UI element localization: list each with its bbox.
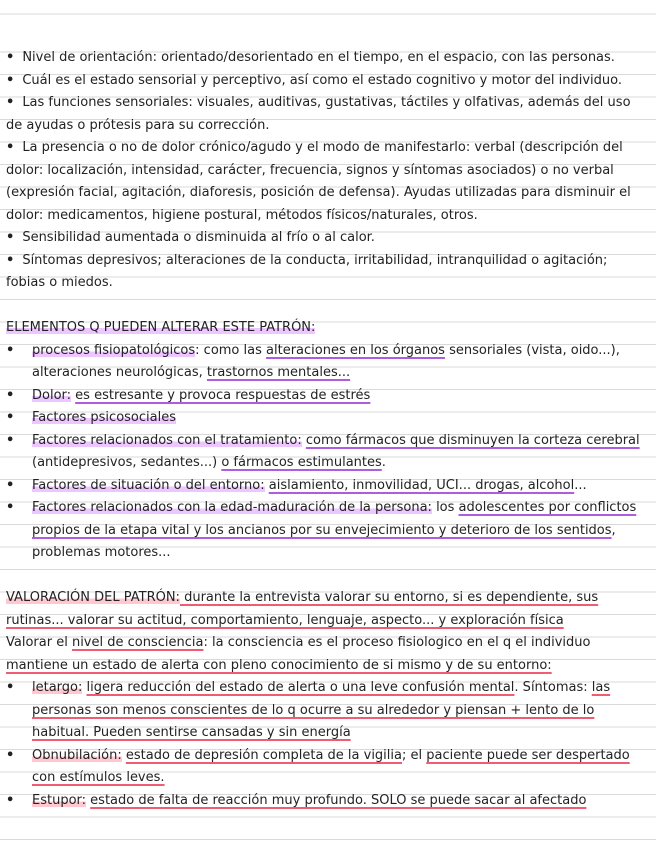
elementos-item	[6, 497, 650, 565]
intro-bullet: • Las funciones sensoriales: visuales, auditivas, gustativas, táctiles y olfativas, además del uso de ayudas o prótesis para su corrección.	[6, 92, 650, 137]
valoracion-paragraph	[6, 587, 650, 632]
valoracion-heading: VALORACIÓN DEL PATRÓN:	[6, 590, 180, 605]
intro-bullet: • Cuál es el estado sensorial y perceptivo, así como el estado cognitivo y motor del individuo.	[6, 70, 650, 93]
consciencia-list	[6, 677, 650, 812]
item-text: ...	[574, 477, 587, 493]
consciencia-lead: Valorar el	[6, 635, 72, 650]
item-term: Factores de situación o del entorno:	[32, 477, 265, 493]
valoracion-intro: durante la entrevista valorar su entorno, si es dependiente, sus rutinas... valorar su actitud, comportamiento, lenguaje, aspecto... y exploración física	[6, 590, 599, 628]
elementos-heading-text: ELEMENTOS Q PUEDEN ALTERAR ESTE PATRÓN:	[6, 320, 316, 335]
consciencia-paragraph	[6, 632, 650, 677]
item-text: ; el	[402, 747, 427, 763]
item-text: .	[381, 455, 386, 470]
item-underlined: estado de depresión completa de la vigilia	[125, 747, 402, 763]
elementos-item	[6, 385, 650, 408]
consciencia-term: nivel de consciencia	[71, 635, 204, 650]
consciencia-item-term: letargo:	[32, 680, 83, 695]
elementos-heading	[6, 317, 650, 340]
item-underlined: adolescentes por conflictos propios de la etapa vital y los ancianos por su envejecimiento y deterioro de los sentidos	[32, 500, 637, 538]
item-underlined: paciente puede ser despertado con estímulos leves.	[32, 747, 630, 785]
item-underlined: aislamiento, inmovilidad, UCI... drogas, alcohol	[268, 477, 575, 493]
item-underlined: ligera reducción del estado de alerta o una leve confusión mental	[86, 680, 515, 695]
item-text: sensoriales (vista, oido...), alteraciones neurológicas,	[32, 342, 620, 380]
item-term: Factores relacionados con el tratamiento:	[32, 432, 302, 448]
elementos-item	[6, 475, 650, 498]
item-underlined: trastornos mentales...	[206, 365, 351, 380]
consciencia-item-term: Estupor:	[32, 792, 87, 808]
item-text: : como las	[195, 342, 267, 358]
consciencia-item-term: Obnubilación:	[32, 747, 122, 763]
item-underlined: las personas son menos conscientes de lo q ocurre a su alrededor y piensan + lento de lo habitual. Pueden sentirse cansadas y sin energía	[32, 680, 611, 740]
item-underlined: alteraciones en los órganos	[266, 342, 445, 358]
elementos-item	[6, 340, 650, 385]
item-underlined: estado de falta de reacción muy profundo. SOLO se puede sacar al afectado	[90, 792, 587, 808]
consciencia-def: mantiene un estado de alerta con pleno conocimiento de si mismo y de su entorno:	[6, 657, 552, 673]
item-term: Factores psicosociales	[32, 410, 176, 425]
item-term: procesos fisiopatológicos	[32, 342, 196, 358]
item-text: los	[431, 500, 459, 515]
item-underlined: o fármacos estimulantes	[221, 455, 382, 470]
item-term: Dolor:	[32, 387, 72, 403]
consciencia-mid: : la consciencia es el proceso fisiologico en el q el individuo	[203, 635, 591, 650]
intro-bullet: • Síntomas depresivos; alteraciones de la conducta, irritabilidad, intranquilidad o agitación; fobias o miedos.	[6, 250, 650, 295]
item-underlined: es estresante y provoca respuestas de estrés	[75, 387, 371, 403]
item-term: Factores relacionados con la edad-maduración de la persona:	[32, 500, 432, 515]
intro-bullet: • La presencia o no de dolor crónico/agudo y el modo de manifestarlo: verbal (descripción del dolor: localización, intensidad, carácter, frecuencia, signos y síntomas asociados) o no verbal (expresión facial, agitación, diaforesis, posición de defensa). Ayudas utilizadas para disminuir el dolor: medicamentos, higiene postural, métodos físicos/naturales, otros.	[6, 137, 650, 227]
elementos-list	[6, 340, 650, 565]
consciencia-item	[6, 677, 650, 745]
elementos-item	[6, 430, 650, 475]
item-text: (antidepresivos, sedantes...)	[32, 455, 222, 470]
consciencia-item	[6, 790, 650, 813]
consciencia-item	[6, 745, 650, 790]
elementos-item	[6, 407, 650, 430]
item-underlined: como fármacos que disminuyen la corteza cerebral	[305, 432, 640, 448]
intro-bullet: • Sensibilidad aumentada o disminuida al frío o al calor.	[6, 227, 650, 250]
item-text: . Síntomas:	[514, 680, 592, 695]
item-text: , problemas motores...	[32, 522, 616, 560]
intro-bullet: • Nivel de orientación: orientado/desorientado en el tiempo, en el espacio, con las personas.	[6, 47, 650, 70]
notes-page	[6, 47, 650, 812]
